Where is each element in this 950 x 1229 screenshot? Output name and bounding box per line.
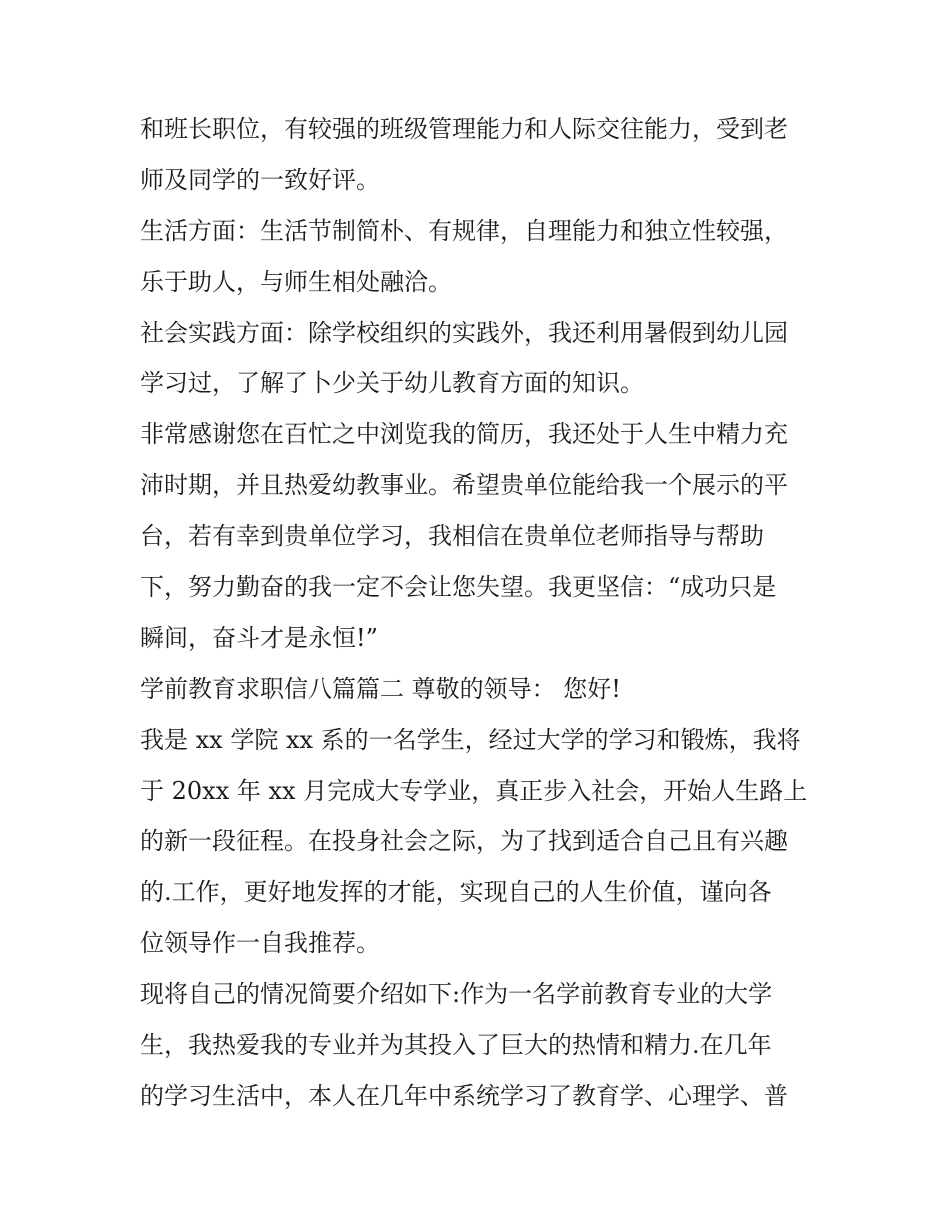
text-line: 于 20xx 年 xx 月完成大专学业，真正步入社会，开始人生路上	[140, 776, 808, 805]
text-line: 的学习生活中，本人在几年中系统学习了教育学、心理学、普	[140, 1081, 788, 1110]
text-line: 社会实践方面：除学校组织的实践外，我还利用暑假到幼儿园	[140, 318, 788, 347]
text-line: 现将自己的情况简要介绍如下:作为一名学前教育专业的大学	[140, 980, 773, 1009]
section-heading: 学前教育求职信八篇篇二 尊敬的领导： 您好!	[140, 674, 621, 703]
text-line: 我是 xx 学院 xx 系的一名学生，经过大学的学习和锻炼，我将	[140, 725, 801, 754]
text-line: 非常感谢您在百忙之中浏览我的简历，我还处于人生中精力充	[140, 420, 788, 449]
text-line: 位领导作一自我推荐。	[140, 929, 380, 958]
text-line: 生活方面：生活节制简朴、有规律，自理能力和独立性较强，	[140, 216, 788, 245]
text-line: 的.工作，更好地发挥的才能，实现自己的人生价值，谨向各	[140, 878, 772, 907]
text-line: 沛时期，并且热爱幼教事业。希望贵单位能给我一个展示的平	[140, 471, 788, 500]
text-line: 学习过，了解了卜少关于幼儿教育方面的知识。	[140, 369, 644, 398]
text-line: 瞬间，奋斗才是永恒!”	[140, 623, 378, 652]
text-line: 和班长职位，有较强的班级管理能力和人际交往能力，受到老	[140, 115, 788, 143]
text-line: 下，努力勤奋的我一定不会让您失望。我更坚信：“成功只是	[140, 573, 777, 602]
text-line: 的新一段征程。在投身社会之际，为了找到适合自己且有兴趣	[140, 827, 788, 856]
text-line: 师及同学的一致好评。	[140, 165, 380, 194]
text-line: 台，若有幸到贵单位学习，我相信在贵单位老师指导与帮助	[140, 522, 764, 551]
text-line: 生，我热爱我的专业并为其投入了巨大的热情和精力.在几年	[140, 1031, 772, 1060]
text-line: 乐于助人，与师生相处融洽。	[140, 267, 452, 296]
document-body	[140, 104, 820, 1122]
